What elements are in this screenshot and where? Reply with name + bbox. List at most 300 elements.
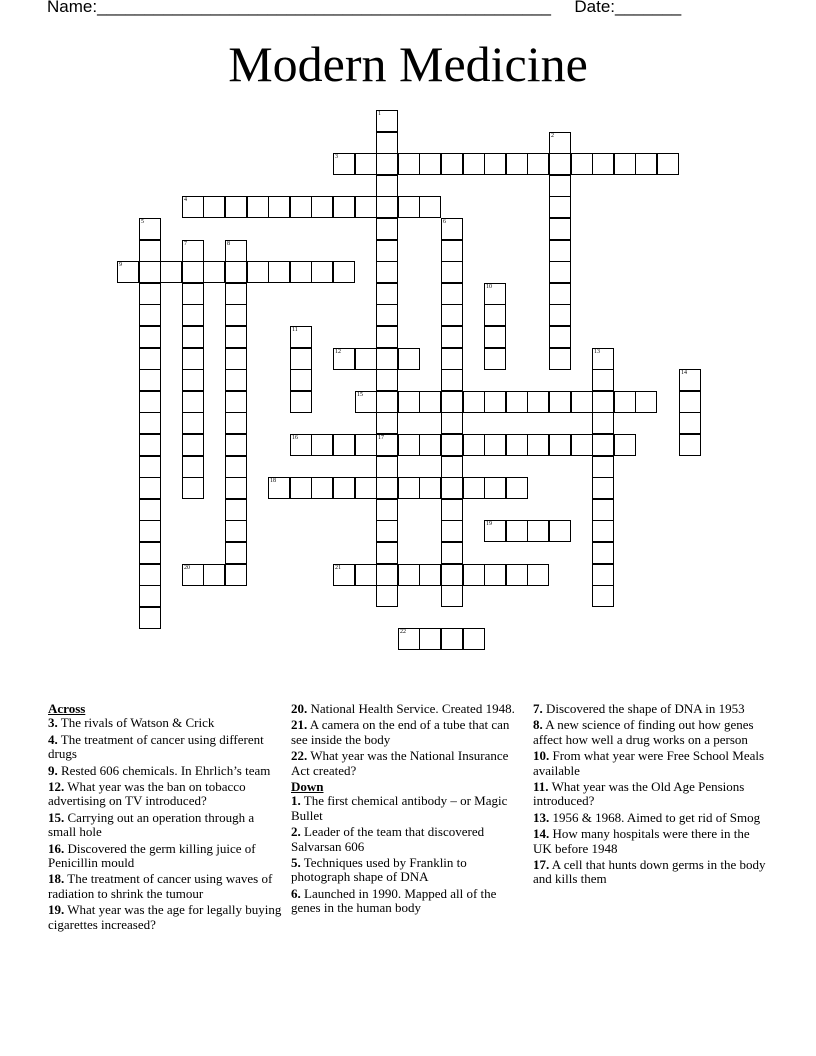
name-label: Name: [47, 0, 98, 16]
clue-number-label: 17 [378, 435, 384, 441]
clue-number: 13. [533, 809, 550, 825]
crossword-cell[interactable] [441, 326, 463, 348]
crossword-cell[interactable] [225, 412, 247, 434]
crossword-cell[interactable] [484, 153, 506, 175]
clue-number-label: 20 [184, 565, 190, 571]
crossword-cell[interactable] [290, 196, 312, 218]
crossword-cell[interactable] [484, 326, 506, 348]
clue-number: 16. [48, 840, 65, 856]
crossword-cell[interactable] [527, 434, 549, 456]
crossword-cell[interactable] [333, 564, 355, 586]
clue-number-label: 19 [486, 521, 492, 527]
clue-text: A camera on the end of a tube that can see inside the body [291, 717, 510, 747]
clues-column-2 [291, 702, 527, 918]
crossword-cell[interactable] [139, 434, 161, 456]
crossword-cell[interactable] [441, 218, 463, 240]
clue-number-label: 9 [119, 262, 122, 268]
crossword-cell[interactable] [592, 391, 614, 413]
clue-number: 17. [533, 857, 550, 873]
crossword-cell[interactable] [592, 348, 614, 370]
crossword-cell[interactable] [333, 153, 355, 175]
crossword-cell[interactable] [139, 304, 161, 326]
down-heading: Down [291, 779, 324, 795]
crossword-cell[interactable] [549, 196, 571, 218]
crossword-cell[interactable] [592, 520, 614, 542]
down-clue [533, 827, 769, 856]
clue-number: 10. [533, 748, 550, 764]
clue-number-label: 10 [486, 284, 492, 290]
clue-number: 19. [48, 902, 65, 918]
crossword-cell[interactable] [225, 456, 247, 478]
crossword-cell[interactable] [182, 326, 204, 348]
clue-text: What year was the age for legally buying cigarettes increased? [48, 902, 282, 932]
crossword-cell[interactable] [592, 585, 614, 607]
crossword-cell[interactable] [484, 434, 506, 456]
crossword-cell[interactable] [225, 326, 247, 348]
crossword-cell[interactable] [376, 153, 398, 175]
crossword-cell[interactable] [441, 283, 463, 305]
clue-number: 4. [48, 731, 58, 747]
crossword-cell[interactable] [506, 153, 528, 175]
crossword-cell[interactable] [441, 391, 463, 413]
across-clue [48, 903, 284, 932]
clues-column-1 [48, 702, 284, 934]
crossword-cell[interactable] [506, 391, 528, 413]
crossword-cell[interactable] [225, 304, 247, 326]
crossword-cell[interactable] [225, 196, 247, 218]
crossword-cell[interactable] [290, 261, 312, 283]
crossword-cell[interactable] [376, 564, 398, 586]
clue-number-label: 11 [292, 327, 298, 333]
date-blank[interactable]: _______ [615, 0, 682, 16]
crossword-cell[interactable] [203, 261, 225, 283]
crossword-cell[interactable] [139, 369, 161, 391]
crossword-cell[interactable] [484, 564, 506, 586]
crossword-cell[interactable] [441, 434, 463, 456]
crossword-cell[interactable] [592, 434, 614, 456]
clue-number: 12. [48, 779, 65, 795]
crossword-cell[interactable] [225, 564, 247, 586]
clue-text: Carrying out an operation through a small hole [48, 809, 255, 840]
clue-number: 11. [533, 779, 549, 795]
crossword-cell[interactable] [290, 348, 312, 370]
crossword-cell[interactable] [182, 304, 204, 326]
clue-number: 2. [291, 824, 301, 840]
crossword-cell[interactable] [592, 412, 614, 434]
crossword-cell[interactable] [679, 434, 701, 456]
clue-text: The treatment of cancer using waves of radiation to shrink the tumour [48, 871, 273, 901]
crossword-cell[interactable] [225, 391, 247, 413]
crossword-cell[interactable] [225, 261, 247, 283]
clue-number: 14. [533, 826, 550, 842]
clue-number-label: 15 [357, 392, 363, 398]
clue-number-label: 8 [227, 241, 230, 247]
crossword-cell[interactable] [506, 564, 528, 586]
crossword-cell[interactable] [419, 153, 441, 175]
crossword-cell[interactable] [614, 153, 636, 175]
crossword-cell[interactable] [549, 348, 571, 370]
crossword-cell[interactable] [592, 477, 614, 499]
crossword-cell[interactable] [290, 326, 312, 348]
crossword-cell[interactable] [398, 153, 420, 175]
across-clue [291, 702, 527, 716]
crossword-cell[interactable] [139, 218, 161, 240]
crossword-cell[interactable] [398, 564, 420, 586]
clue-text: The rivals of Watson & Crick [60, 715, 215, 731]
crossword-cell[interactable] [160, 261, 182, 283]
across-clue [291, 749, 527, 778]
clue-text: Leader of the team that discovered Salvarsan 606 [291, 824, 485, 854]
crossword-cell[interactable] [376, 477, 398, 499]
clues-column-3 [533, 702, 769, 889]
crossword-cell[interactable] [247, 196, 269, 218]
down-clue [291, 825, 527, 854]
crossword-cell[interactable] [311, 477, 333, 499]
crossword-cell[interactable] [225, 520, 247, 542]
crossword-cell[interactable] [527, 153, 549, 175]
crossword-cell[interactable] [419, 564, 441, 586]
crossword-cell[interactable] [376, 412, 398, 434]
crossword-cell[interactable] [484, 304, 506, 326]
crossword-cell[interactable] [355, 477, 377, 499]
crossword-cell[interactable] [441, 304, 463, 326]
crossword-cell[interactable] [182, 391, 204, 413]
crossword-cell[interactable] [139, 607, 161, 629]
crossword-cell[interactable] [182, 196, 204, 218]
clue-number: 8. [533, 717, 543, 733]
crossword-cell[interactable] [225, 369, 247, 391]
crossword-cell[interactable] [182, 456, 204, 478]
crossword-cell[interactable] [635, 153, 657, 175]
crossword-cell[interactable] [549, 326, 571, 348]
crossword-cell[interactable] [182, 434, 204, 456]
crossword-cell[interactable] [376, 348, 398, 370]
crossword-cell[interactable] [506, 520, 528, 542]
crossword-cell[interactable] [355, 391, 377, 413]
crossword-cell[interactable] [355, 434, 377, 456]
crossword-cell[interactable] [679, 369, 701, 391]
crossword-cell[interactable] [182, 283, 204, 305]
crossword-cell[interactable] [182, 348, 204, 370]
crossword-cell[interactable] [182, 412, 204, 434]
crossword-cell[interactable] [268, 196, 290, 218]
clue-text: A cell that hunts down germs in the body and kills them [533, 857, 766, 887]
crossword-cell[interactable] [376, 369, 398, 391]
across-clue [48, 872, 284, 901]
crossword-cell[interactable] [549, 261, 571, 283]
crossword-cell[interactable] [441, 412, 463, 434]
crossword-cell[interactable] [247, 261, 269, 283]
crossword-cell[interactable] [441, 348, 463, 370]
crossword-cell[interactable] [203, 196, 225, 218]
clue-number-label: 21 [335, 565, 341, 571]
clue-text: What year was the ban on tobacco advertising on TV introduced? [48, 779, 246, 809]
clue-number: 21. [291, 717, 308, 733]
clue-number-label: 22 [400, 629, 406, 635]
down-clue [533, 780, 769, 809]
crossword-cell[interactable] [182, 261, 204, 283]
clue-number-label: 4 [184, 197, 187, 203]
clue-number-label: 12 [335, 349, 341, 355]
crossword-cell[interactable] [679, 391, 701, 413]
clue-number-label: 13 [594, 349, 600, 355]
crossword-cell[interactable] [463, 434, 485, 456]
clue-text: What year was the National Insurance Act created? [291, 748, 509, 778]
crossword-cell[interactable] [592, 153, 614, 175]
clue-number: 3. [48, 715, 58, 731]
crossword-cell[interactable] [225, 499, 247, 521]
crossword-cell[interactable] [376, 175, 398, 197]
crossword-cell[interactable] [463, 391, 485, 413]
crossword-cell[interactable] [527, 564, 549, 586]
crossword-cell[interactable] [333, 261, 355, 283]
crossword-cell[interactable] [182, 240, 204, 262]
clue-text: 1956 & 1968. Aimed to get rid of Smog [552, 809, 761, 825]
crossword-cell[interactable] [441, 369, 463, 391]
crossword-cell[interactable] [549, 132, 571, 154]
crossword-cell[interactable] [549, 175, 571, 197]
down-clue [533, 811, 769, 825]
crossword-cell[interactable] [139, 348, 161, 370]
down-clue [533, 702, 769, 716]
crossword-cell[interactable] [463, 628, 485, 650]
crossword-cell[interactable] [139, 477, 161, 499]
crossword-cell[interactable] [419, 434, 441, 456]
crossword-cell[interactable] [376, 110, 398, 132]
crossword-cell[interactable] [441, 153, 463, 175]
crossword-cell[interactable] [376, 261, 398, 283]
crossword-cell[interactable] [376, 196, 398, 218]
clue-text: Launched in 1990. Mapped all of the genes in the human body [291, 885, 497, 916]
crossword-cell[interactable] [441, 477, 463, 499]
crossword-cell[interactable] [376, 585, 398, 607]
crossword-cell[interactable] [614, 434, 636, 456]
crossword-cell[interactable] [290, 434, 312, 456]
crossword-cell[interactable] [139, 283, 161, 305]
clue-number-label: 6 [443, 219, 446, 225]
crossword-cell[interactable] [549, 240, 571, 262]
crossword-cell[interactable] [268, 477, 290, 499]
crossword-cell[interactable] [484, 391, 506, 413]
crossword-cell[interactable] [333, 477, 355, 499]
crossword-cell[interactable] [419, 628, 441, 650]
crossword-cell[interactable] [614, 391, 636, 413]
crossword-cell[interactable] [376, 456, 398, 478]
clue-number-label: 2 [551, 133, 554, 139]
clue-number-label: 7 [184, 241, 187, 247]
clue-text: The first chemical antibody – or Magic Bullet [291, 793, 508, 823]
clue-number: 5. [291, 855, 301, 871]
crossword-cell[interactable] [376, 218, 398, 240]
name-blank[interactable]: ________________________________________________ [97, 0, 551, 16]
crossword-cell[interactable] [139, 499, 161, 521]
crossword-cell[interactable] [549, 218, 571, 240]
crossword-cell[interactable] [484, 477, 506, 499]
across-clue [291, 718, 527, 747]
crossword-cell[interactable] [355, 153, 377, 175]
clue-text: Techniques used by Franklin to photograph shape of DNA [291, 855, 467, 885]
crossword-cell[interactable] [182, 477, 204, 499]
clue-number-label: 18 [270, 478, 276, 484]
crossword-cell[interactable] [311, 261, 333, 283]
crossword-cell[interactable] [225, 434, 247, 456]
crossword-cell[interactable] [139, 326, 161, 348]
crossword-cell[interactable] [376, 499, 398, 521]
clue-text: A new science of finding out how genes affect how well a drug works on a person [533, 717, 754, 747]
crossword-cell[interactable] [225, 240, 247, 262]
crossword-cell[interactable] [333, 196, 355, 218]
crossword-cell[interactable] [657, 153, 679, 175]
crossword-cell[interactable] [419, 391, 441, 413]
crossword-cell[interactable] [398, 196, 420, 218]
across-heading: Across [48, 701, 86, 716]
crossword-cell[interactable] [139, 261, 161, 283]
crossword-cell[interactable] [376, 132, 398, 154]
crossword-cell[interactable] [463, 153, 485, 175]
crossword-cell[interactable] [484, 283, 506, 305]
crossword-cell[interactable] [311, 434, 333, 456]
down-clue [533, 749, 769, 778]
crossword-cell[interactable] [484, 520, 506, 542]
crossword-cell[interactable] [592, 499, 614, 521]
crossword-cell[interactable] [376, 391, 398, 413]
crossword-cell[interactable] [441, 499, 463, 521]
crossword-cell[interactable] [592, 369, 614, 391]
crossword-cell[interactable] [635, 391, 657, 413]
clue-number-label: 5 [141, 219, 144, 225]
crossword-cell[interactable] [549, 434, 571, 456]
crossword-cell[interactable] [398, 477, 420, 499]
crossword-cell[interactable] [592, 456, 614, 478]
clue-number: 9. [48, 762, 58, 778]
across-clue [48, 733, 284, 762]
clue-number: 6. [291, 885, 301, 901]
crossword-cell[interactable] [441, 520, 463, 542]
crossword-cell[interactable] [549, 153, 571, 175]
crossword-cell[interactable] [225, 477, 247, 499]
crossword-cell[interactable] [484, 348, 506, 370]
clue-text: National Health Service. Created 1948. [310, 701, 515, 716]
clue-number: 18. [48, 871, 65, 887]
crossword-cell[interactable] [527, 520, 549, 542]
crossword-cell[interactable] [679, 412, 701, 434]
crossword-cell[interactable] [225, 283, 247, 305]
date-label: Date: [574, 0, 616, 16]
crossword-cell[interactable] [117, 261, 139, 283]
crossword-cell[interactable] [441, 261, 463, 283]
crossword-cell[interactable] [311, 196, 333, 218]
clue-number: 20. [291, 701, 308, 716]
crossword-cell[interactable] [182, 369, 204, 391]
crossword-cell[interactable] [333, 434, 355, 456]
crossword-cell[interactable] [549, 520, 571, 542]
clue-number-label: 3 [335, 154, 338, 160]
crossword-cell[interactable] [441, 564, 463, 586]
across-clue [48, 764, 284, 778]
crossword-cell[interactable] [333, 348, 355, 370]
crossword-cell[interactable] [506, 477, 528, 499]
crossword-cell[interactable] [441, 456, 463, 478]
crossword-cell[interactable] [355, 196, 377, 218]
clue-number-label: 14 [681, 370, 687, 376]
crossword-cell[interactable] [441, 628, 463, 650]
crossword-cell[interactable] [376, 240, 398, 262]
crossword-cell[interactable] [376, 542, 398, 564]
crossword-cell[interactable] [139, 240, 161, 262]
crossword-cell[interactable] [441, 240, 463, 262]
crossword-cell[interactable] [225, 348, 247, 370]
crossword-cell[interactable] [182, 564, 204, 586]
crossword-cell[interactable] [376, 326, 398, 348]
crossword-cell[interactable] [398, 628, 420, 650]
crossword-cell[interactable] [376, 283, 398, 305]
crossword-cell[interactable] [592, 564, 614, 586]
crossword-cell[interactable] [139, 391, 161, 413]
crossword-cell[interactable] [549, 283, 571, 305]
crossword-cell[interactable] [398, 348, 420, 370]
crossword-cell[interactable] [592, 542, 614, 564]
crossword-cell[interactable] [398, 434, 420, 456]
crossword-cell[interactable] [225, 542, 247, 564]
down-clue [291, 856, 527, 885]
across-clue [48, 842, 284, 871]
crossword-cell[interactable] [441, 542, 463, 564]
crossword-cell[interactable] [571, 153, 593, 175]
crossword-cell[interactable] [203, 564, 225, 586]
crossword-cell[interactable] [527, 391, 549, 413]
crossword-cell[interactable] [139, 456, 161, 478]
crossword-cell[interactable] [463, 477, 485, 499]
crossword-cell[interactable] [441, 585, 463, 607]
crossword-cell[interactable] [290, 477, 312, 499]
crossword-cell[interactable] [398, 391, 420, 413]
down-clue [533, 858, 769, 887]
clue-number-label: 16 [292, 435, 298, 441]
clue-number: 1. [291, 793, 301, 809]
crossword-cell[interactable] [549, 304, 571, 326]
crossword-cell[interactable] [290, 369, 312, 391]
clue-text: The treatment of cancer using different drugs [48, 731, 264, 762]
crossword-cell[interactable] [549, 391, 571, 413]
crossword-cell[interactable] [139, 520, 161, 542]
crossword-cell[interactable] [139, 564, 161, 586]
crossword-cell[interactable] [571, 434, 593, 456]
crossword-cell[interactable] [376, 434, 398, 456]
clue-text: Discovered the shape of DNA in 1953 [546, 701, 745, 716]
crossword-cell[interactable] [463, 564, 485, 586]
down-clue [291, 887, 527, 916]
crossword-cell[interactable] [571, 391, 593, 413]
clue-text: How many hospitals were there in the UK before 1948 [533, 826, 750, 856]
clue-number-label: 1 [378, 111, 381, 117]
crossword-cell[interactable] [419, 196, 441, 218]
page-title: Modern Medicine [228, 36, 588, 92]
crossword-cell[interactable] [139, 585, 161, 607]
clue-text: What year was the Old Age Pensions introduced? [533, 779, 745, 809]
across-clue [48, 716, 284, 730]
crossword-cell[interactable] [355, 348, 377, 370]
crossword-cell[interactable] [139, 412, 161, 434]
crossword-cell[interactable] [419, 477, 441, 499]
crossword-cell[interactable] [506, 434, 528, 456]
crossword-cell[interactable] [355, 564, 377, 586]
across-clue [48, 811, 284, 840]
crossword-cell[interactable] [376, 304, 398, 326]
crossword-cell[interactable] [139, 542, 161, 564]
crossword-cell[interactable] [268, 261, 290, 283]
crossword-cell[interactable] [290, 391, 312, 413]
crossword-cell[interactable] [376, 520, 398, 542]
